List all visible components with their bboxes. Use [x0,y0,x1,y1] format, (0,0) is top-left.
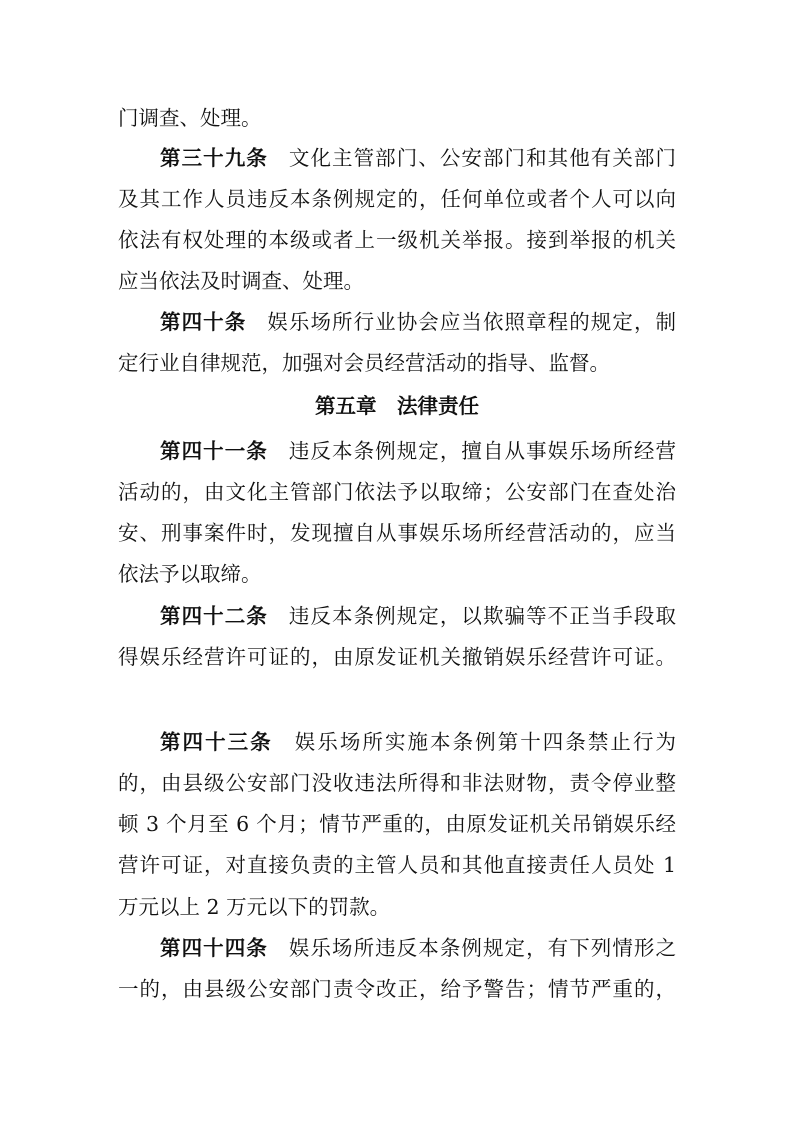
article-40-line: 定行业自律规范，加强对会员经营活动的指导、监督。 [118,351,610,375]
chapter-heading: 第五章 法律责任 [315,394,479,418]
article-41-first-line [160,433,676,469]
article-label: 第四十一条 [160,439,268,463]
text-line: 文化主管部门、公安部门和其他有关部门 [287,146,677,170]
text-line: 娱乐场所行业协会应当依照章程的规定，制 [266,310,677,334]
article-41-line: 依法予以取缔。 [118,562,262,586]
article-42-first-line [160,598,676,634]
article-41-line: 活动的，由文化主管部门依法予以取缔；公安部门在查处治 [118,480,676,504]
article-label: 第四十三条 [160,730,273,754]
article-39-line: 依法有权处理的本级或者上一级机关举报。接到举报的机关 [118,228,676,252]
article-42-line: 得娱乐经营许可证的，由原发证机关撤销娱乐经营许可证。 [118,645,676,669]
article-44-first-line [160,930,676,966]
text-line: 门调查、处理。 [118,106,262,130]
article-39-line: 及其工作人员违反本条例规定的，任何单位或者个人可以向 [118,187,676,211]
text-line: 违反本条例规定，擅自从事娱乐场所经营 [287,439,677,463]
article-43-line: 顿 3 个月至 6 个月；情节严重的，由原发证机关吊销娱乐经 [118,812,676,836]
article-43-first-line [160,724,676,760]
article-44-line: 一的，由县级公安部门责令改正，给予警告；情节严重的， [118,977,676,1001]
article-39-first-line [160,140,676,176]
article-39-line: 应当依法及时调查、处理。 [118,269,364,293]
text-line: 娱乐场所违反本条例规定，有下列情形之 [287,936,677,960]
article-label: 第四十条 [160,310,247,334]
article-43-line: 的，由县级公安部门没收违法所得和非法财物，责令停业整 [118,771,676,795]
article-41-line: 安、刑事案件时，发现擅自从事娱乐场所经营活动的，应当 [118,521,676,545]
paragraph-continuation [118,100,676,136]
article-43-line: 万元以上 2 万元以下的罚款。 [118,895,391,919]
article-label: 第四十二条 [160,604,268,628]
article-label: 第四十四条 [160,936,268,960]
text-line: 娱乐场所实施本条例第十四条禁止行为 [292,730,677,754]
article-label: 第三十九条 [160,146,268,170]
article-40-first-line [160,304,676,340]
article-43-line: 营许可证，对直接负责的主管人员和其他直接责任人员处 1 [118,853,676,877]
text-line: 违反本条例规定，以欺骗等不正当手段取 [287,604,677,628]
